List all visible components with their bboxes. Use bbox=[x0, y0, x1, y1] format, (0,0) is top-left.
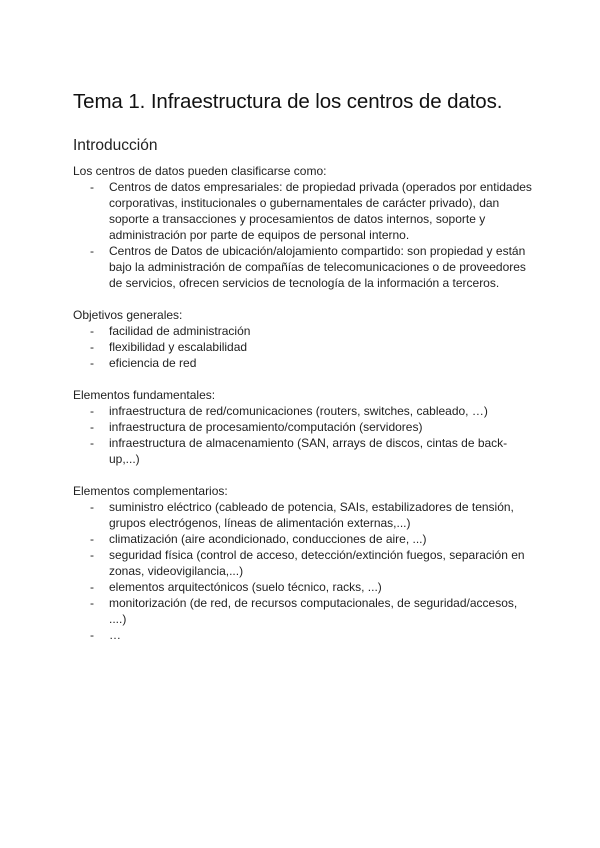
complementarios-label: Elementos complementarios: bbox=[73, 484, 228, 498]
objetivos-list bbox=[73, 323, 533, 371]
bullet-dash: - bbox=[90, 628, 94, 642]
list-item-text: monitorización (de red, de recursos computacionales, de seguridad/accesos, ....) bbox=[109, 596, 518, 626]
bullet-dash: - bbox=[90, 244, 94, 258]
list-item bbox=[73, 403, 533, 419]
list-item bbox=[73, 595, 533, 627]
complementarios-list bbox=[73, 499, 533, 643]
list-item bbox=[73, 339, 533, 355]
fundamentales-list bbox=[73, 403, 533, 467]
list-item-text: elementos arquitectónicos (suelo técnico, racks, ...) bbox=[109, 580, 382, 594]
list-item bbox=[73, 243, 533, 291]
bullet-dash: - bbox=[90, 548, 94, 562]
list-item-text: flexibilidad y escalabilidad bbox=[109, 340, 248, 354]
list-item-text: … bbox=[109, 628, 121, 642]
bullet-dash: - bbox=[90, 532, 94, 546]
list-item bbox=[73, 355, 533, 371]
list-item bbox=[73, 579, 533, 595]
list-item bbox=[73, 499, 533, 531]
bullet-dash: - bbox=[90, 596, 94, 610]
section-heading: Introducción bbox=[73, 137, 158, 154]
document-page bbox=[73, 88, 533, 643]
bullet-dash: - bbox=[90, 404, 94, 418]
bullet-dash: - bbox=[90, 580, 94, 594]
bullet-dash: - bbox=[90, 436, 94, 450]
list-item bbox=[73, 419, 533, 435]
list-item-text: infraestructura de almacenamiento (SAN, arrays de discos, cintas de back-up,...) bbox=[109, 436, 508, 466]
list-item bbox=[73, 323, 533, 339]
list-item-text: eficiencia de red bbox=[109, 356, 197, 370]
list-item-text: facilidad de administración bbox=[109, 324, 251, 338]
bullet-dash: - bbox=[90, 420, 94, 434]
intro-list bbox=[73, 179, 533, 291]
list-item-text: Centros de Datos de ubicación/alojamiento compartido: son propiedad y están bajo la administración de compañías de telecomunicaciones o de proveedores de servicios, ofrecen servicios de tecnología de la información a terceros. bbox=[109, 244, 526, 290]
bullet-dash: - bbox=[90, 180, 94, 194]
document-title: Tema 1. Infraestructura de los centros de datos. bbox=[73, 90, 503, 113]
fundamentales-label: Elementos fundamentales: bbox=[73, 388, 216, 402]
list-item bbox=[73, 547, 533, 579]
list-item-text: suministro eléctrico (cableado de potencia, SAIs, estabilizadores de tensión, grupos electrógenos, líneas de alimentación externas,...) bbox=[109, 500, 514, 530]
list-item-text: climatización (aire acondicionado, conducciones de aire, ...) bbox=[109, 532, 427, 546]
bullet-dash: - bbox=[90, 340, 94, 354]
list-item bbox=[73, 179, 533, 243]
intro-paragraph: Los centros de datos pueden clasificarse como: bbox=[73, 164, 327, 178]
list-item bbox=[73, 531, 533, 547]
list-item bbox=[73, 627, 533, 643]
list-item-text: infraestructura de procesamiento/computación (servidores) bbox=[109, 420, 423, 434]
bullet-dash: - bbox=[90, 356, 94, 370]
list-item-text: infraestructura de red/comunicaciones (routers, switches, cableado, …) bbox=[109, 404, 488, 418]
list-item bbox=[73, 435, 533, 467]
bullet-dash: - bbox=[90, 500, 94, 514]
list-item-text: Centros de datos empresariales: de propiedad privada (operados por entidades corporativas, institucionales o gubernamentales de carácter privado), dan soporte a transacciones y procesamientos de datos internos, soporte y administración por parte de equipos de personal interno. bbox=[109, 180, 532, 242]
bullet-dash: - bbox=[90, 324, 94, 338]
list-item-text: seguridad física (control de acceso, detección/extinción fuegos, separación en zonas, videovigilancia,...) bbox=[109, 548, 525, 578]
objetivos-label: Objetivos generales: bbox=[73, 308, 183, 322]
